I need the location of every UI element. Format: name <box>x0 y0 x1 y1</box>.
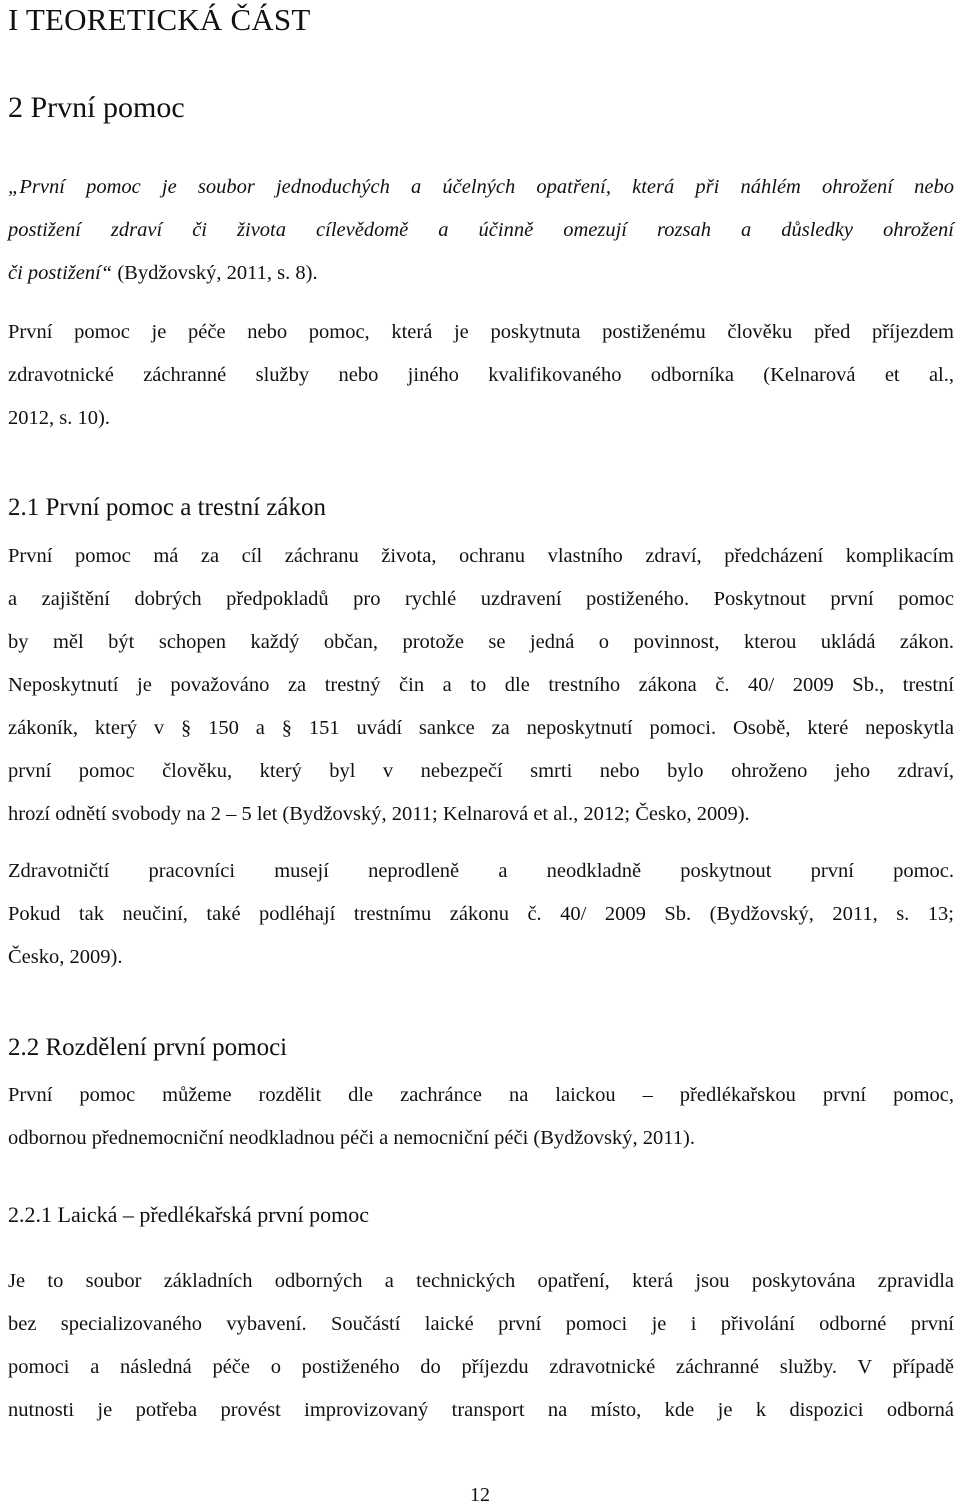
part-title: I TEORETICKÁ ČÁST <box>8 2 311 37</box>
paragraph-line: Pokud tak neučiní, také podléhají trestnímu zákonu č. 40/ 2009 Sb. (Bydžovský, 2011, s. 13; <box>8 903 954 925</box>
paragraph-line: hrozí odnětí svobody na 2 – 5 let (Bydžovský, 2011; Kelnarová et al., 2012; Česko, 2009). <box>8 803 750 825</box>
paragraph-line: Je to soubor základních odborných a technických opatření, která jsou poskytována zpravidla <box>8 1270 954 1292</box>
section-2-2-1-title: 2.2.1 Laická – předlékařská první pomoc <box>8 1202 370 1227</box>
paragraph-line: První pomoc můžeme rozdělit dle zachránce na laickou – předlékařskou první pomoc, <box>8 1084 954 1106</box>
paragraph-line: postižení zdraví či života cílevědomě a účinně omezují rozsah a důsledky ohrožení <box>8 219 954 241</box>
paragraph-line: nutnosti je potřeba provést improvizovaný transport na místo, kde je k dispozici odborná <box>8 1399 954 1421</box>
paragraph-line: Česko, 2009). <box>8 946 123 968</box>
division-paragraph <box>8 1074 954 1160</box>
paragraph-line: a zajištění dobrých předpokladů pro rychlé uzdravení postiženého. Poskytnout první pomoc <box>8 588 954 610</box>
paragraph-line: první pomoc člověku, který byl v nebezpečí smrti nebo bylo ohroženo jeho zdraví, <box>8 760 954 782</box>
paragraph-line: bez specializovaného vybavení. Součástí laické první pomoci je i přivolání odborné první <box>8 1313 954 1335</box>
paragraph-line: by měl být schopen každý občan, protože se jedná o povinnost, kterou ukládá zákon. <box>8 631 954 653</box>
lay-aid-paragraph <box>8 1260 954 1432</box>
chapter-title: 2 První pomoc <box>8 91 185 124</box>
law-paragraph <box>8 535 954 836</box>
citation: (Bydžovský, 2011, s. 8). <box>112 262 318 284</box>
page-number: 12 <box>470 1484 490 1506</box>
paragraph-line: První pomoc má za cíl záchranu života, ochranu vlastního zdraví, předcházení komplikacím <box>8 545 954 567</box>
definition-paragraph <box>8 311 954 440</box>
paragraph-line: zdravotnické záchranné služby nebo jiného kvalifikovaného odborníka (Kelnarová et al., <box>8 364 954 386</box>
paragraph-line: pomoci a následná péče o postiženého do příjezdu zdravotnické záchranné služby. V případě <box>8 1356 954 1378</box>
paragraph-line: 2012, s. 10). <box>8 407 110 429</box>
paragraph-line: „První pomoc je soubor jednoduchých a účelných opatření, která při náhlém ohrožení nebo <box>8 176 954 198</box>
paragraph-line: odbornou přednemocniční neodkladnou péči a nemocniční péči (Bydžovský, 2011). <box>8 1127 695 1149</box>
section-2-1-title: 2.1 První pomoc a trestní zákon <box>8 494 326 521</box>
quote-paragraph <box>8 166 954 295</box>
paragraph-line: První pomoc je péče nebo pomoc, která je poskytnuta postiženému člověku před příjezdem <box>8 321 954 343</box>
quote-end: či postižení“ <box>8 262 113 284</box>
health-workers-paragraph <box>8 850 954 979</box>
section-2-2-title: 2.2 Rozdělení první pomoci <box>8 1034 288 1061</box>
paragraph-line: Neposkytnutí je považováno za trestný čin a to dle trestního zákona č. 40/ 2009 Sb., trestní <box>8 674 954 696</box>
paragraph-line: Zdravotničtí pracovníci musejí neprodleně a neodkladně poskytnout první pomoc. <box>8 860 954 882</box>
paragraph-line: zákoník, který v § 150 a § 151 uvádí sankce za neposkytnutí pomoci. Osobě, které neposkytla <box>8 717 954 739</box>
paragraph-line <box>8 252 954 295</box>
